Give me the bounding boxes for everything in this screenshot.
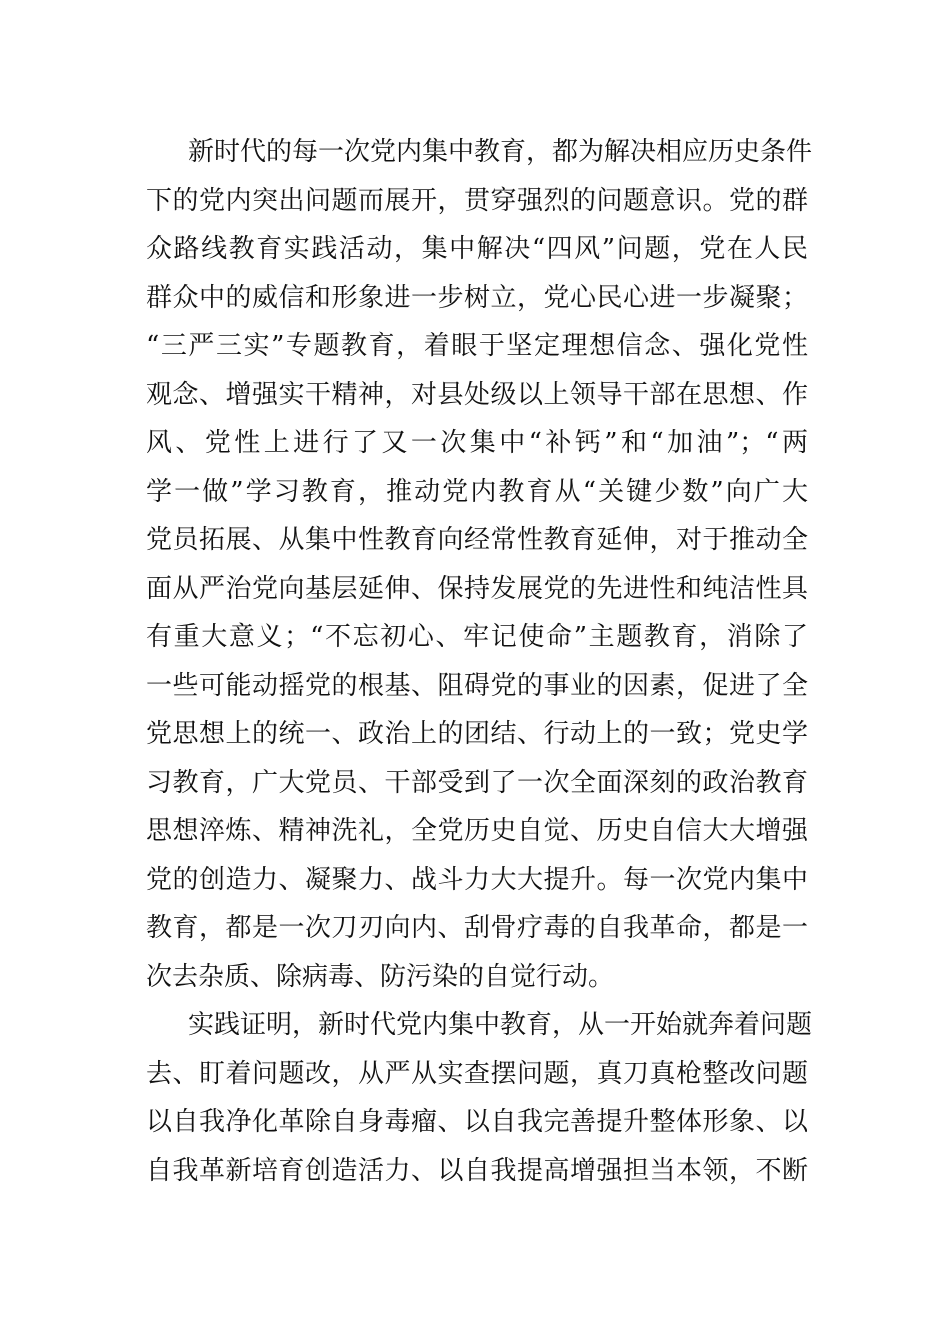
text-line: 众路线教育实践活动，集中解决“四风”问题，党在人民 <box>146 234 808 264</box>
text-line: 教育，都是一次刀刃向内、刮骨疗毒的自我革命，都是一 <box>146 913 808 943</box>
text-line: 以自我净化革除自身毒瘤、以自我完善提升整体形象、以 <box>146 1107 808 1137</box>
text-line: 党思想上的统一、政治上的团结、行动上的一致；党史学 <box>146 719 808 749</box>
document-body <box>146 128 813 1195</box>
text-line: 观念、增强实干精神，对县处级以上领导干部在思想、作 <box>146 379 808 410</box>
text-line: 面从严治党向基层延伸、保持发展党的先进性和纯洁性具 <box>146 573 808 604</box>
text-line: 自我革新培育创造活力、以自我提高增强担当本领，不断 <box>146 1155 808 1186</box>
text-line: 去、盯着问题改，从严从实查摆问题，真刀真枪整改问题 <box>146 1058 808 1089</box>
text-line: 习教育，广大党员、干部受到了一次全面深刻的政治教育 <box>146 767 808 798</box>
text-line: 党的创造力、凝聚力、战斗力大大提升。每一次党内集中 <box>146 864 808 895</box>
text-line: 一些可能动摇党的根基、阻碍党的事业的因素，促进了全 <box>146 670 808 701</box>
text-line: 实践证明，新时代党内集中教育，从一开始就奔着问题 <box>188 1010 813 1040</box>
text-line: 群众中的威信和形象进一步树立，党心民心进一步凝聚； <box>146 282 808 313</box>
text-line: 思想淬炼、精神洗礼，全党历史自觉、历史自信大大增强 <box>146 816 808 846</box>
text-line: 新时代的每一次党内集中教育，都为解决相应历史条件 <box>188 137 813 167</box>
paragraph-2 <box>146 1001 813 1195</box>
paragraph-1 <box>146 128 813 1001</box>
text-line: 有重大意义；“不忘初心、牢记使命”主题教育，消除了 <box>146 622 808 652</box>
text-line: 党员拓展、从集中性教育向经常性教育延伸，对于推动全 <box>146 525 808 555</box>
text-line: 风、党性上进行了又一次集中“补钙”和“加油”；“两 <box>146 428 808 458</box>
text-line: 下的党内突出问题而展开，贯穿强烈的问题意识。党的群 <box>146 185 808 216</box>
text-line: “三严三实”专题教育，着眼于坚定理想信念、强化党性 <box>146 331 808 361</box>
text-line: 次去杂质、除病毒、防污染的自觉行动。 <box>146 961 615 992</box>
text-line: 学一做”学习教育，推动党内教育从“关键少数”向广大 <box>146 476 808 507</box>
